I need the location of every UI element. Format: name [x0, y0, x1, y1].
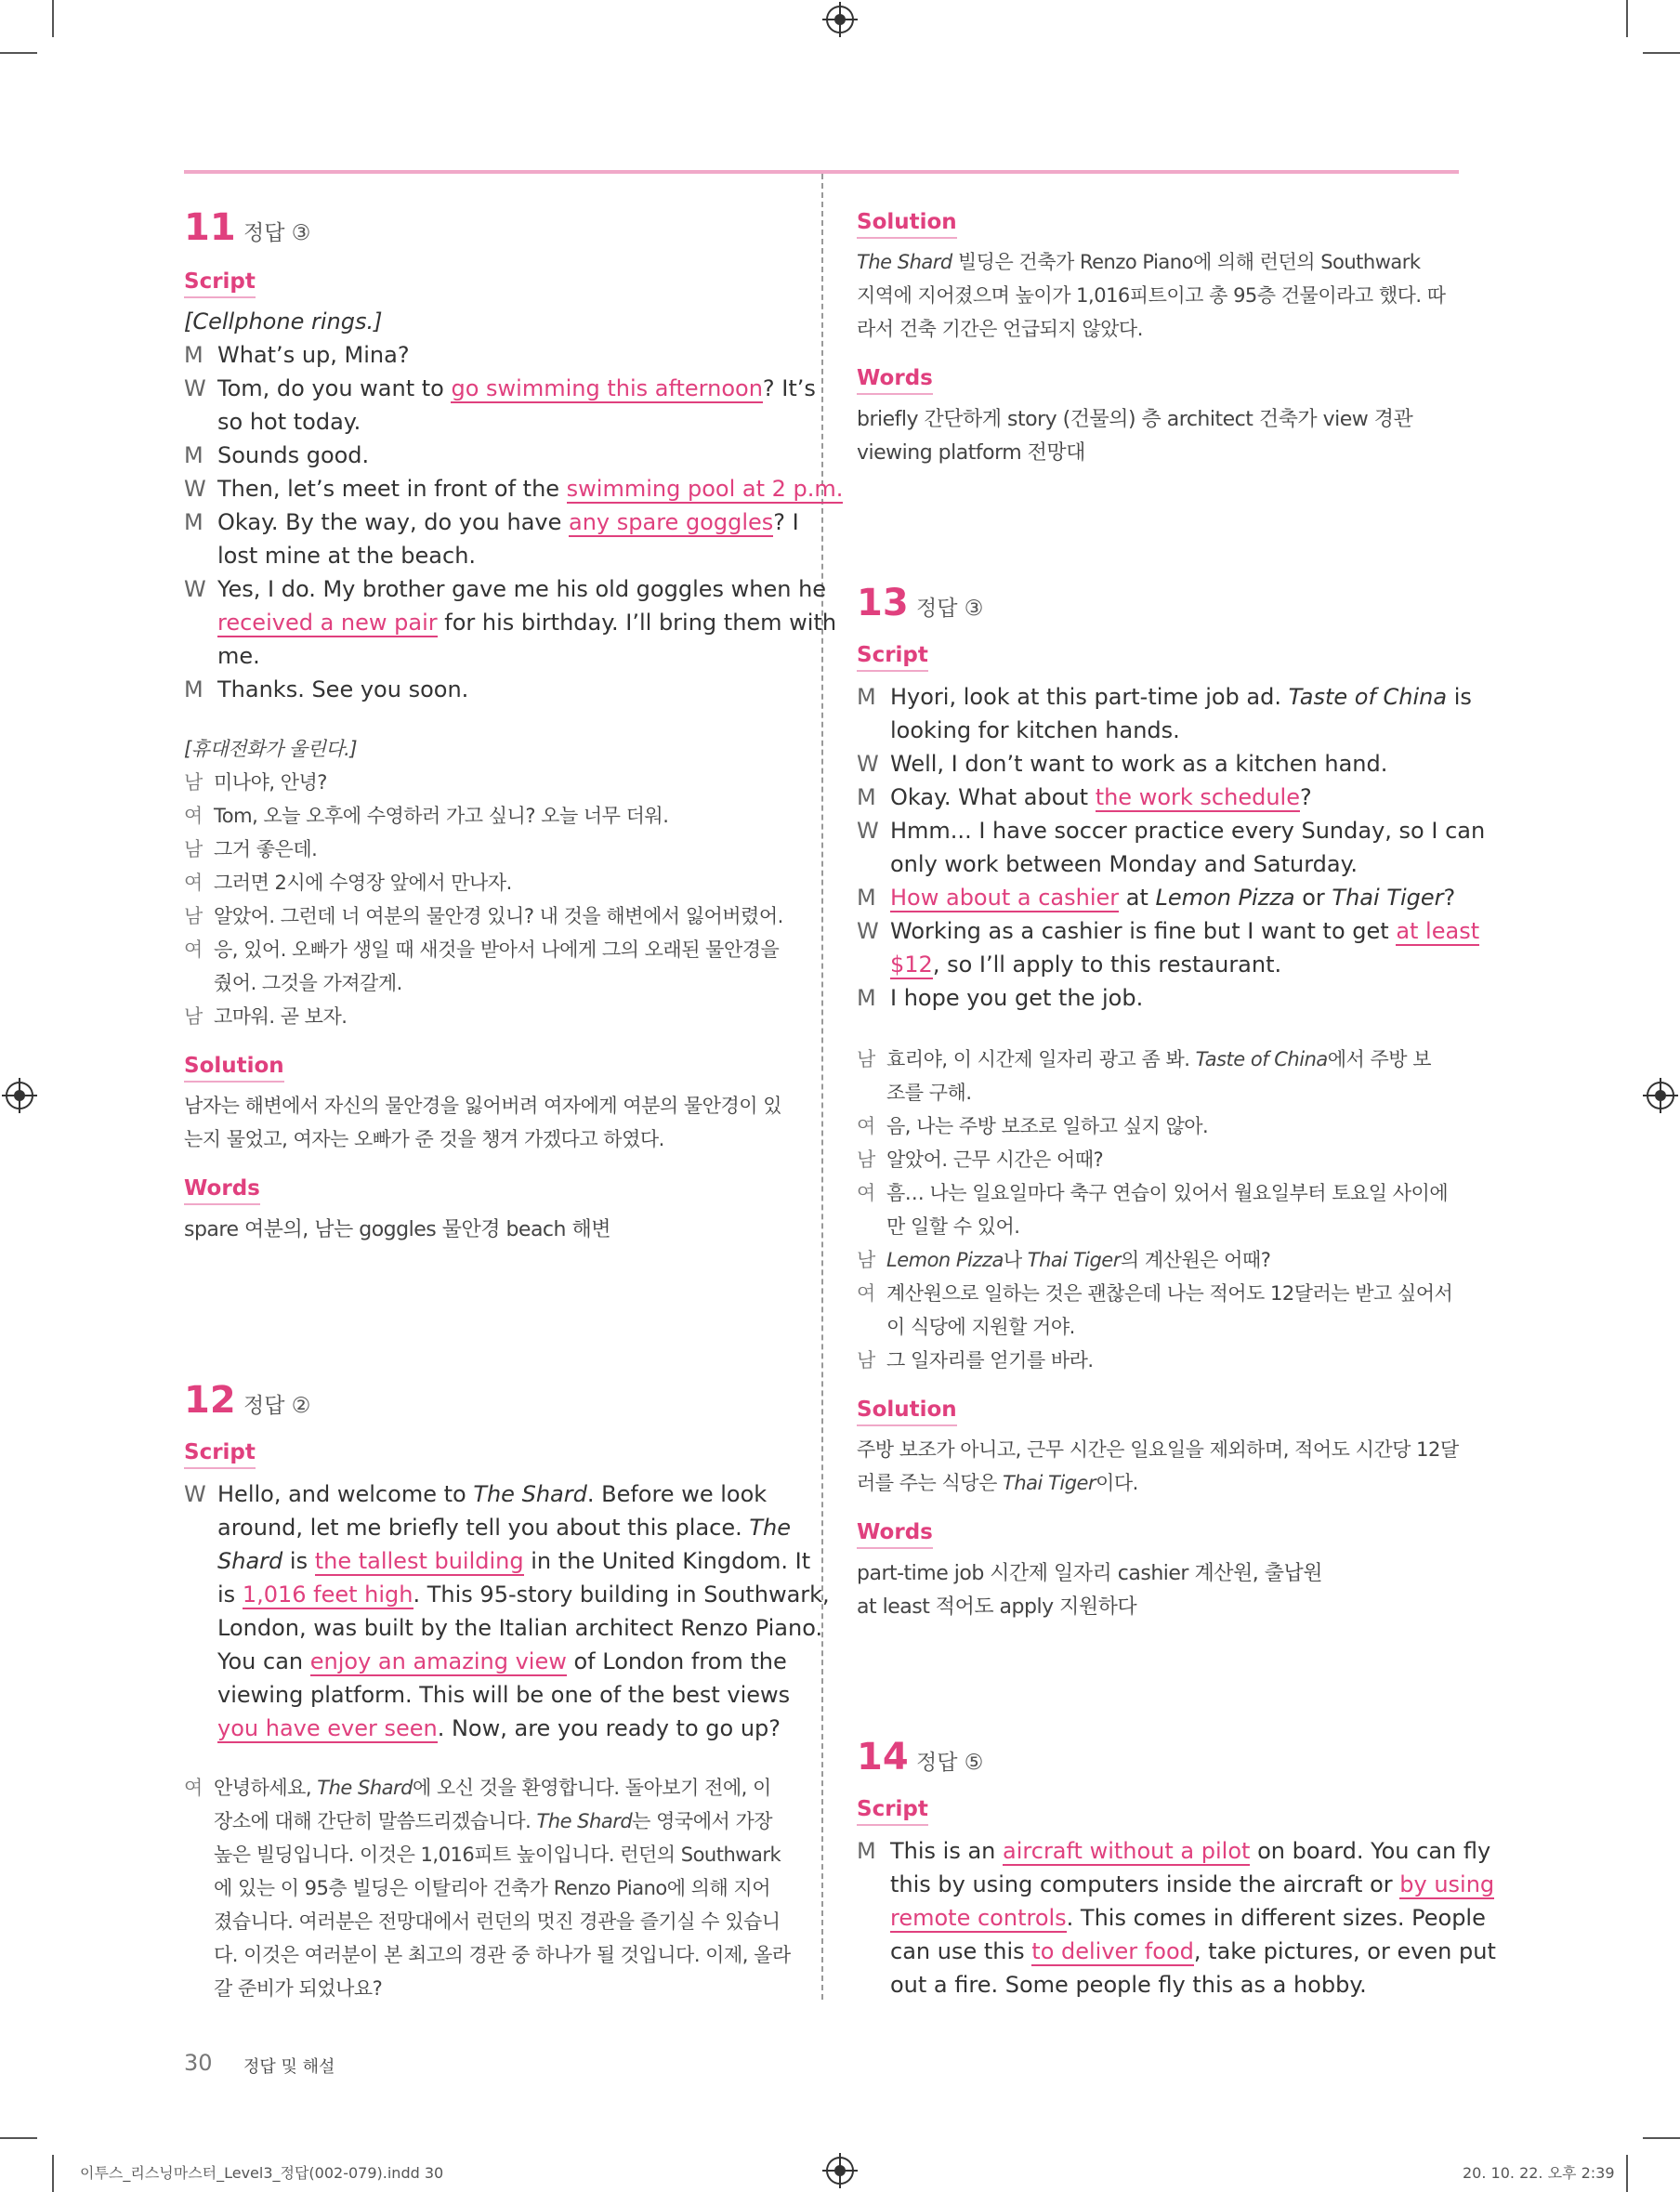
- translation-line: 계산원으로 일하는 것은 괜찮은데 나는 적어도 12달러는 받고 싶어서: [886, 1282, 1453, 1305]
- speaker: W: [184, 1481, 206, 1507]
- translation-line: 미나야, 안녕?: [214, 771, 327, 794]
- key-phrase: enjoy an amazing view: [309, 1648, 567, 1674]
- speaker: W: [184, 476, 206, 502]
- speaker: 여: [857, 1182, 875, 1204]
- script-line: This is an aircraft without a pilot on board. You can fly: [890, 1838, 1491, 1864]
- solution-line: 러를 주는 식당은 Thai Tiger이다.: [857, 1472, 1138, 1494]
- script-line: can use this to deliver food, take pictures, or even put: [890, 1938, 1496, 1964]
- answer-label: 정답 ②: [243, 1394, 311, 1418]
- translation-line: 조를 구해.: [886, 1082, 972, 1104]
- crop-mark: [0, 52, 37, 54]
- speaker: W: [857, 751, 879, 777]
- speaker: 여: [857, 1282, 875, 1305]
- words-line: part-time job 시간제 일자리 cashier 계산원, 출납원: [857, 1562, 1322, 1585]
- page-number: 30: [184, 2050, 213, 2076]
- translation-line: 줬어. 그것을 가져갈게.: [214, 972, 402, 994]
- words-line: viewing platform 전망대: [857, 441, 1085, 465]
- translation-line: 그거 좋은데.: [214, 838, 318, 860]
- translation-line: 효리야, 이 시간제 일자리 광고 좀 봐. Taste of China에서 주방 보: [886, 1048, 1432, 1070]
- translation-line: 음, 나는 주방 보조로 일하고 싶지 않아.: [886, 1115, 1209, 1137]
- speaker: M: [857, 885, 876, 911]
- script-line: so hot today.: [217, 409, 361, 435]
- crop-mark: [52, 0, 54, 37]
- solution-heading: Solution: [857, 1398, 957, 1426]
- script-line: Thanks. See you soon.: [217, 676, 469, 702]
- solution-line: 주방 보조가 아니고, 근무 시간은 일요일을 제외하며, 적어도 시간당 12달: [857, 1438, 1459, 1461]
- script-heading: Script: [857, 1797, 928, 1826]
- speaker: M: [184, 442, 203, 468]
- script-line: Tom, do you want to go swimming this afternoon? It’s: [217, 375, 816, 401]
- key-phrase: How about a cashier: [890, 885, 1120, 911]
- script-line: this by using computers inside the aircraft or by using: [890, 1871, 1495, 1897]
- translation-line: 만 일할 수 있어.: [886, 1215, 1020, 1238]
- registration-mark-icon: [826, 6, 854, 33]
- print-timestamp: 20. 10. 22. 오후 2:39: [1463, 2164, 1615, 2182]
- crop-mark: [1643, 2137, 1680, 2139]
- translation-line: Lemon Pizza나 Thai Tiger의 계산원은 어때?: [886, 1249, 1271, 1271]
- print-file-label: 이투스_리스닝마스터_Level3_정답(002-079).indd 30: [80, 2164, 444, 2182]
- words-line: at least 적어도 apply 지원하다: [857, 1595, 1137, 1619]
- script-heading: Script: [857, 643, 928, 672]
- speaker: 남: [184, 838, 203, 860]
- script-line: remote controls. This comes in different sizes. People: [890, 1905, 1486, 1931]
- script-heading: Script: [184, 269, 256, 298]
- speaker: 여: [857, 1115, 875, 1137]
- speaker: M: [184, 342, 203, 368]
- script-line: Then, let’s meet in front of the swimming pool at 2 p.m.: [217, 476, 844, 502]
- translation-line: 이 식당에 지원할 거야.: [886, 1316, 1075, 1338]
- answer-label: 정답 ③: [243, 221, 311, 245]
- translation-line: 알았어. 근무 시간은 어때?: [886, 1149, 1104, 1171]
- words-heading: Words: [857, 366, 933, 395]
- translation-line: 흠… 나는 일요일마다 축구 연습이 있어서 월요일부터 토요일 사이에: [886, 1182, 1449, 1204]
- script-line: I hope you get the job.: [890, 985, 1144, 1011]
- column-divider: [821, 174, 823, 2000]
- script-line: Hyori, look at this part-time job ad. Taste of China is: [890, 684, 1472, 710]
- script-line: Yes, I do. My brother gave me his old goggles when he: [217, 576, 827, 602]
- words-line: briefly 간단하게 story (건물의) 층 architect 건축가 view 경관: [857, 408, 1413, 431]
- solution-line: 남자는 해변에서 자신의 물안경을 잃어버려 여자에게 여분의 물안경이 있: [184, 1095, 781, 1117]
- key-phrase: the tallest building: [314, 1548, 524, 1574]
- speaker: 남: [184, 771, 203, 794]
- speaker: 남: [857, 1349, 875, 1372]
- question-number: 11: [184, 206, 236, 249]
- question-number: 13: [857, 582, 909, 624]
- script-line: you have ever seen. Now, are you ready to go up?: [217, 1715, 781, 1741]
- key-phrase: 1,016 feet high: [242, 1582, 413, 1608]
- key-phrase: go swimming this afternoon: [451, 375, 763, 401]
- script-line: around, let me briefly tell you about this place. The: [217, 1515, 792, 1541]
- registration-mark-icon: [826, 2157, 854, 2185]
- key-phrase: the work schedule: [1095, 784, 1300, 810]
- script-line: What’s up, Mina?: [217, 342, 410, 368]
- key-phrase: you have ever seen: [217, 1715, 438, 1741]
- script-heading: Script: [184, 1440, 256, 1469]
- translation-line: 그러면 2시에 수영장 앞에서 만나자.: [214, 872, 512, 894]
- script-line: only work between Monday and Saturday.: [890, 851, 1358, 877]
- words-heading: Words: [184, 1176, 260, 1205]
- speaker: W: [184, 576, 206, 602]
- question-number: 14: [857, 1736, 909, 1779]
- script-line: How about a cashier at Lemon Pizza or Thai Tiger?: [890, 885, 1456, 911]
- key-phrase: remote controls: [890, 1905, 1067, 1931]
- translation-line: 고마워. 곧 보자.: [214, 1005, 348, 1028]
- speaker: M: [857, 1838, 876, 1864]
- key-phrase: swimming pool at 2 p.m.: [566, 476, 844, 502]
- answer-label: 정답 ⑤: [916, 1751, 984, 1775]
- script-line: [Cellphone rings.]: [184, 308, 383, 335]
- translation-line: 높은 빌딩입니다. 이것은 1,016피트 높이입니다. 런던의 Southwark: [214, 1844, 781, 1866]
- speaker: W: [184, 375, 206, 401]
- solution-line: The Shard 빌딩은 건축가 Renzo Piano에 의해 런던의 Southwark: [857, 251, 1421, 273]
- crop-mark: [1626, 0, 1628, 37]
- translation-line: 그 일자리를 얻기를 바라.: [886, 1349, 1094, 1372]
- speaker: 여: [184, 938, 203, 961]
- speaker: M: [184, 509, 203, 535]
- words-line: spare 여분의, 남는 goggles 물안경 beach 해변: [184, 1218, 610, 1241]
- crop-mark: [1643, 52, 1680, 54]
- key-phrase: $12: [890, 952, 933, 978]
- script-line: Hello, and welcome to The Shard. Before we look: [217, 1481, 768, 1507]
- speaker: W: [857, 818, 879, 844]
- script-line: is 1,016 feet high. This 95-story building in Southwark,: [217, 1582, 830, 1608]
- translation-line: 갈 준비가 되었나요?: [214, 1977, 383, 2000]
- solution-line: 라서 건축 기간은 언급되지 않았다.: [857, 318, 1143, 340]
- registration-mark-icon: [1647, 1082, 1674, 1109]
- script-line: Well, I don’t want to work as a kitchen hand.: [890, 751, 1388, 777]
- script-line: lost mine at the beach.: [217, 543, 477, 569]
- speaker: M: [857, 784, 876, 810]
- key-phrase: received a new pair: [217, 610, 438, 636]
- speaker: 여: [184, 805, 203, 827]
- speaker: M: [857, 985, 876, 1011]
- speaker: M: [857, 684, 876, 710]
- translation-line: [휴대전화가 울린다.]: [184, 738, 358, 760]
- script-line: Shard is the tallest building in the United Kingdom. It: [217, 1548, 811, 1574]
- script-line: London, was built by the Italian architect Renzo Piano.: [217, 1615, 823, 1641]
- translation-line: 졌습니다. 여러분은 전망대에서 런던의 멋진 경관을 즐기실 수 있습니: [214, 1910, 781, 1933]
- crop-mark: [0, 2137, 37, 2139]
- words-heading: Words: [857, 1520, 933, 1549]
- section-label: 정답 및 해설: [243, 2057, 335, 2077]
- answer-label: 정답 ③: [916, 597, 984, 621]
- translation-line: 장소에 대해 간단히 말씀드리겠습니다. The Shard는 영국에서 가장: [214, 1810, 773, 1832]
- key-phrase: by using: [1399, 1871, 1495, 1897]
- script-line: looking for kitchen hands.: [890, 717, 1180, 743]
- crop-mark: [52, 2155, 54, 2192]
- solution-heading: Solution: [857, 210, 957, 239]
- script-line: me.: [217, 643, 260, 669]
- registration-mark-icon: [6, 1082, 33, 1109]
- script-line: $12, so I’ll apply to this restaurant.: [890, 952, 1282, 978]
- translation-line: 에 있는 이 95층 빌딩은 이탈리아 건축가 Renzo Piano에 의해 지어: [214, 1877, 771, 1899]
- script-line: Okay. By the way, do you have any spare goggles? I: [217, 509, 799, 535]
- script-line: Hmm... I have soccer practice every Sunday, so I can: [890, 818, 1486, 844]
- speaker: 여: [184, 872, 203, 894]
- script-line: Okay. What about the work schedule?: [890, 784, 1312, 810]
- speaker: 남: [857, 1149, 875, 1171]
- solution-line: 는지 물었고, 여자는 오빠가 준 것을 챙겨 가겠다고 하였다.: [184, 1128, 664, 1150]
- translation-line: 안녕하세요, The Shard에 오신 것을 환영합니다. 돌아보기 전에, 이: [214, 1777, 771, 1799]
- translation-line: 다. 이것은 여러분이 본 최고의 경관 중 하나가 될 것입니다. 이제, 올라: [214, 1944, 791, 1966]
- question-number: 12: [184, 1379, 236, 1422]
- crop-mark: [1626, 2155, 1628, 2192]
- speaker: 남: [857, 1249, 875, 1271]
- script-line: out a fire. Some people fly this as a hobby.: [890, 1972, 1367, 1998]
- speaker: M: [184, 676, 203, 702]
- key-phrase: any spare goggles: [569, 509, 774, 535]
- speaker: 남: [857, 1048, 875, 1070]
- translation-line: 응, 있어. 오빠가 생일 때 새것을 받아서 나에게 그의 오래된 물안경을: [214, 938, 780, 961]
- key-phrase: at least: [1396, 918, 1480, 944]
- speaker: 남: [184, 1005, 203, 1028]
- script-line: viewing platform. This will be one of the best views: [217, 1682, 791, 1708]
- solution-line: 지역에 지어졌으며 높이가 1,016피트이고 총 95층 건물이라고 했다. 따: [857, 284, 1446, 307]
- script-line: received a new pair for his birthday. I’ll bring them with: [217, 610, 837, 636]
- script-line: You can enjoy an amazing view of London from the: [217, 1648, 787, 1674]
- speaker: 남: [184, 905, 203, 927]
- script-line: Sounds good.: [217, 442, 370, 468]
- speaker: 여: [184, 1777, 203, 1799]
- translation-line: Tom, 오늘 오후에 수영하러 가고 싶니? 오늘 너무 더워.: [214, 805, 669, 827]
- key-phrase: to deliver food: [1031, 1938, 1194, 1964]
- solution-heading: Solution: [184, 1054, 284, 1083]
- speaker: W: [857, 918, 879, 944]
- script-line: Working as a cashier is fine but I want to get at least: [890, 918, 1480, 944]
- key-phrase: aircraft without a pilot: [1003, 1838, 1251, 1864]
- translation-line: 알았어. 그런데 너 여분의 물안경 있니? 내 것을 해변에서 잃어버렸어.: [214, 905, 783, 927]
